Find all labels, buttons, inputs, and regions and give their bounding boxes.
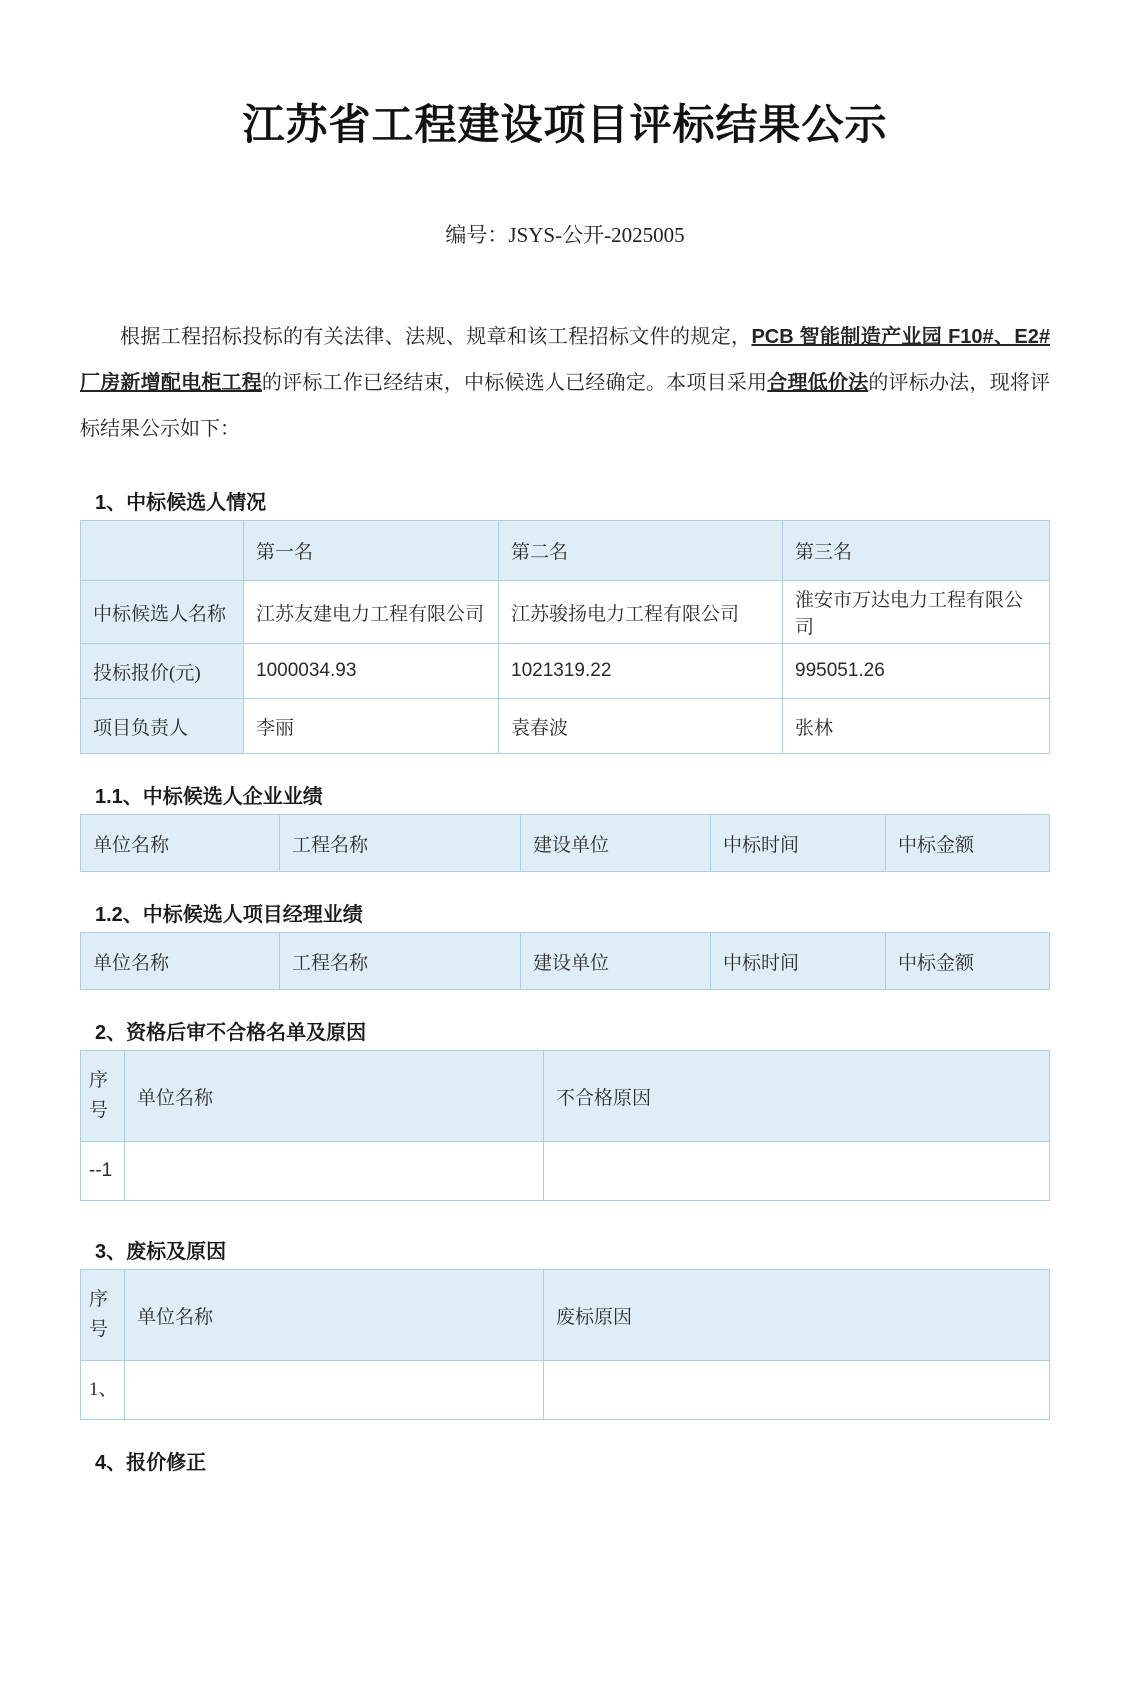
header-cell-win-amount: 中标金额 bbox=[886, 933, 1050, 990]
table-header-row bbox=[81, 933, 1050, 990]
header-cell-index: 序号 bbox=[81, 1051, 125, 1142]
manager-performance-table bbox=[80, 932, 1050, 990]
table-header-row bbox=[81, 815, 1050, 872]
doc-number: 编号：JSYS-公开-2025005 bbox=[445, 223, 685, 247]
header-cell-index: 序号 bbox=[81, 1270, 125, 1361]
header-cell-unit: 单位名称 bbox=[81, 933, 280, 990]
candidate-name-cell: 淮安市万达电力工程有限公司 bbox=[783, 581, 1050, 644]
header-cell-unit: 单位名称 bbox=[125, 1270, 544, 1361]
section-heading-manager-performance: 1.2、中标候选人项目经理业绩 bbox=[95, 904, 363, 926]
bid-price-cell: 1000034.93 bbox=[244, 644, 499, 699]
project-manager-cell: 袁春波 bbox=[499, 699, 783, 754]
row-label: 中标候选人名称 bbox=[81, 581, 244, 644]
header-cell-builder: 建设单位 bbox=[521, 933, 711, 990]
section-heading-candidates: 1、中标候选人情况 bbox=[95, 492, 267, 514]
index-cell: 1、 bbox=[81, 1361, 125, 1420]
header-cell-blank bbox=[81, 521, 244, 581]
unit-name-cell bbox=[125, 1142, 544, 1201]
header-cell-reason: 不合格原因 bbox=[544, 1051, 1050, 1142]
table-header-row bbox=[81, 521, 1050, 581]
header-cell-third: 第三名 bbox=[783, 521, 1050, 581]
bottom-whitespace bbox=[80, 1474, 1050, 1654]
header-cell-builder: 建设单位 bbox=[521, 815, 711, 872]
table-header-row bbox=[81, 1270, 1050, 1361]
candidate-name-cell: 江苏友建电力工程有限公司 bbox=[244, 581, 499, 644]
reason-cell bbox=[544, 1142, 1050, 1201]
document-page bbox=[80, 96, 1050, 1654]
company-performance-table bbox=[80, 814, 1050, 872]
reason-cell bbox=[544, 1361, 1050, 1420]
bid-price-cell: 1021319.22 bbox=[499, 644, 783, 699]
page-title: 江苏省工程建设项目评标结果公示 bbox=[242, 103, 888, 149]
disqualified-table bbox=[80, 1050, 1050, 1201]
intro-paragraph bbox=[80, 314, 1050, 452]
table-row bbox=[81, 1361, 1050, 1420]
section-heading-company-performance: 1.1、中标候选人企业业绩 bbox=[95, 786, 323, 808]
row-label: 项目负责人 bbox=[81, 699, 244, 754]
header-cell-second: 第二名 bbox=[499, 521, 783, 581]
table-row bbox=[81, 699, 1050, 754]
project-manager-cell: 张林 bbox=[783, 699, 1050, 754]
candidates-table bbox=[80, 520, 1050, 754]
intro-mid: 的评标工作已经结束，中标候选人已经确定。本项目采用 bbox=[261, 372, 768, 394]
candidate-name-cell: 江苏骏扬电力工程有限公司 bbox=[499, 581, 783, 644]
header-cell-project: 工程名称 bbox=[280, 933, 521, 990]
header-cell-unit: 单位名称 bbox=[81, 815, 280, 872]
header-cell-unit: 单位名称 bbox=[125, 1051, 544, 1142]
index-cell: --1 bbox=[81, 1142, 125, 1201]
section-heading-rejected: 3、废标及原因 bbox=[95, 1241, 227, 1263]
table-row bbox=[81, 644, 1050, 699]
header-cell-reason: 废标原因 bbox=[544, 1270, 1050, 1361]
project-name: PCB 智能制造产业园 F10#、E2#厂房新增配电柜工程 bbox=[80, 326, 1051, 394]
unit-name-cell bbox=[125, 1361, 544, 1420]
bid-price-cell: 995051.26 bbox=[783, 644, 1050, 699]
table-row bbox=[81, 581, 1050, 644]
header-cell-first: 第一名 bbox=[244, 521, 499, 581]
rejected-table bbox=[80, 1269, 1050, 1420]
row-label: 投标报价(元) bbox=[81, 644, 244, 699]
section-heading-price-correction: 4、报价修正 bbox=[95, 1452, 207, 1474]
intro-tail: 的评标办法，现将评标结果公示如下： bbox=[80, 372, 1051, 440]
intro-lead: 根据工程招标投标的有关法律、法规、规章和该工程招标文件的规定， bbox=[120, 326, 752, 348]
section-heading-disqualified: 2、资格后审不合格名单及原因 bbox=[95, 1022, 367, 1044]
project-manager-cell: 李丽 bbox=[244, 699, 499, 754]
header-cell-win-amount: 中标金额 bbox=[886, 815, 1050, 872]
header-cell-project: 工程名称 bbox=[280, 815, 521, 872]
header-cell-win-time: 中标时间 bbox=[711, 933, 886, 990]
evaluation-method: 合理低价法 bbox=[767, 372, 869, 394]
header-cell-win-time: 中标时间 bbox=[711, 815, 886, 872]
table-header-row bbox=[81, 1051, 1050, 1142]
table-row bbox=[81, 1142, 1050, 1201]
